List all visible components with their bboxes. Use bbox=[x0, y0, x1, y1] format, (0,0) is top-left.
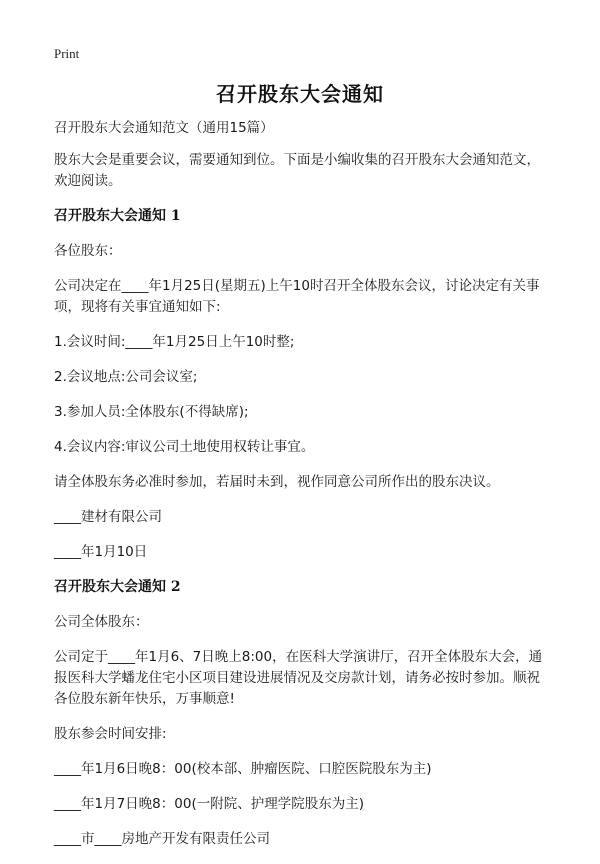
schedule-item: ____年1月7日晚8：00(一附院、护理学院股东为主) bbox=[54, 796, 364, 812]
attendees-item: 3.参加人员:全体股东(不得缺席); bbox=[54, 404, 249, 420]
salutation: 公司全体股东： bbox=[54, 614, 149, 630]
signature-date: ____年1月10日 bbox=[54, 544, 148, 560]
meeting-place-item: 2.会议地点:公司会议室; bbox=[54, 369, 198, 385]
meeting-content-item: 4.会议内容:审议公司土地使用权转让事宜。 bbox=[54, 439, 315, 455]
notice-paragraph: 公司定于____年1月6、7日晚上8:00，在医科大学演讲厅，召开全体股东大会，通报医科大学蟠龙住宅小区项目建设进展情况及交房款计划，请务必按时参加。顺祝各位股东新年快乐，万事顺意! bbox=[54, 649, 543, 707]
signature-company: ____建材有限公司 bbox=[54, 509, 162, 525]
closing-paragraph: 请全体股东务必准时参加，若届时未到，视作同意公司所作出的股东决议。 bbox=[54, 474, 500, 490]
schedule-item: ____年1月6日晚8：00(校本部、肿瘤医院、口腔医院股东为主) bbox=[54, 761, 432, 777]
schedule-label: 股东参会时间安排: bbox=[54, 726, 167, 742]
notice-paragraph: 公司决定在____年1月25日(星期五)上午10时召开全体股东会议，讨论决定有关事项，现将有关事宜通知如下: bbox=[54, 278, 540, 315]
document-title: 召开股东大会通知 bbox=[216, 82, 384, 106]
section-heading: 召开股东大会通知 2 bbox=[54, 579, 181, 595]
section-heading: 召开股东大会通知 1 bbox=[54, 208, 181, 224]
document-body bbox=[54, 118, 550, 864]
salutation: 各位股东： bbox=[54, 243, 122, 259]
print-link[interactable]: Print bbox=[54, 46, 80, 61]
meeting-time-item: 1.会议时间:____年1月25日上午10时整; bbox=[54, 334, 295, 350]
signature-company: ____市____房地产开发有限责任公司 bbox=[54, 831, 270, 847]
intro-paragraph: 股东大会是重要会议，需要通知到位。下面是小编收集的召开股东大会通知范文，欢迎阅读。 bbox=[54, 152, 540, 189]
document-subtitle: 召开股东大会通知范文（通用15篇） bbox=[54, 120, 274, 136]
